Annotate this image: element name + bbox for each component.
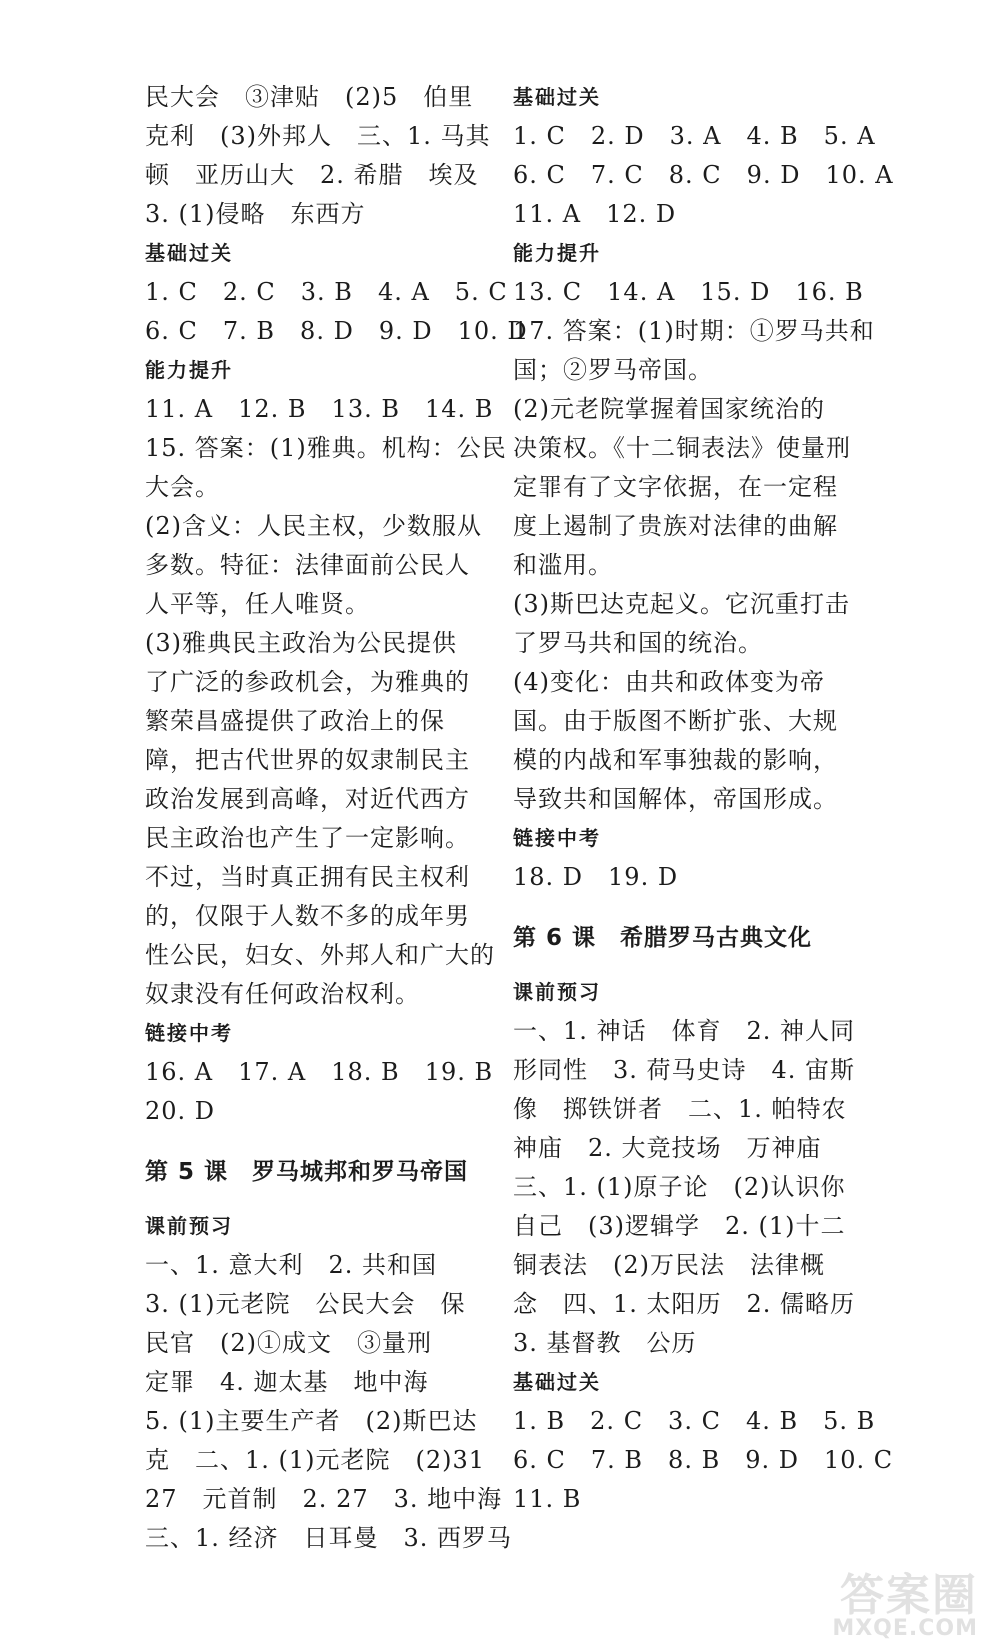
lesson-title: 第 6 课 希腊罗马古典文化 — [513, 925, 813, 951]
text-line: 11. A 12. D — [513, 200, 677, 228]
section-heading: 课前预习 — [145, 1214, 233, 1238]
section-heading: 链接中考 — [145, 1021, 233, 1045]
text-line: 16. A 17. A 18. B 19. B — [145, 1058, 494, 1086]
text-line: (3)雅典民主政治为公民提供 — [145, 629, 457, 657]
text-line: 6. C 7. B 8. B 9. D 10. C — [513, 1446, 894, 1474]
text-line: 3. 基督教 公历 — [513, 1329, 697, 1357]
text-line: 13. C 14. A 15. D 16. B — [513, 278, 864, 306]
text-line: 性公民，妇女、外邦人和广大的 — [145, 941, 495, 969]
text-line: 11. B — [513, 1485, 582, 1513]
section-heading: 基础过关 — [513, 1370, 601, 1394]
text-line: 政治发展到高峰，对近代西方 — [145, 785, 470, 813]
text-line: 三、1. (1)原子论 (2)认识你 — [513, 1173, 846, 1201]
text-line: 一、1. 意大利 2. 共和国 — [145, 1251, 438, 1279]
text-line: 神庙 2. 大竞技场 万神庙 — [513, 1134, 822, 1162]
text-line: 1. B 2. C 3. C 4. B 5. B — [513, 1407, 876, 1435]
text-line: 1. C 2. C 3. B 4. A 5. C — [145, 278, 508, 306]
text-line: 模的内战和军事独裁的影响， — [513, 746, 838, 774]
text-line: 三、1. 经济 日耳曼 3. 西罗马 — [145, 1524, 513, 1552]
text-line: 1. C 2. D 3. A 4. B 5. A — [513, 122, 876, 150]
text-line: 27 元首制 2. 27 3. 地中海 — [145, 1485, 503, 1513]
text-line: 15. 答案：(1)雅典。机构：公民 — [145, 434, 507, 462]
watermark-text-cn: 答案圈 — [840, 1570, 978, 1621]
text-line: 了广泛的参政机会，为雅典的 — [145, 668, 470, 696]
text-line: 形同性 3. 荷马史诗 4. 宙斯 — [513, 1056, 856, 1084]
text-line: 17. 答案：(1)时期：①罗马共和 — [513, 317, 875, 345]
text-line: (2)含义：人民主权，少数服从 — [145, 512, 482, 540]
text-line: 了罗马共和国的统治。 — [513, 629, 763, 657]
text-line: 20. D — [145, 1097, 216, 1125]
text-line: 度上遏制了贵族对法律的曲解 — [513, 512, 838, 540]
lesson-title: 第 5 课 罗马城邦和罗马帝国 — [145, 1159, 469, 1185]
watermark-text-en: MXQE.COM — [832, 1616, 978, 1641]
text-line: 18. D 19. D — [513, 863, 679, 891]
section-heading: 能力提升 — [145, 358, 233, 382]
text-line: 6. C 7. B 8. D 9. D 10. D — [145, 317, 528, 345]
text-line: 决策权。《十二铜表法》使量刑 — [513, 434, 851, 462]
text-line: 念 四、1. 太阳历 2. 儒略历 — [513, 1290, 856, 1318]
text-line: 顿 亚历山大 2. 希腊 埃及 — [145, 161, 479, 189]
text-line: 5. (1)主要生产者 (2)斯巴达 — [145, 1407, 478, 1435]
text-line: (2)元老院掌握着国家统治的 — [513, 395, 825, 423]
text-line: 11. A 12. B 13. B 14. B — [145, 395, 494, 423]
text-line: 国；②罗马帝国。 — [513, 356, 713, 384]
text-line: 铜表法 (2)万民法 法律概 — [513, 1251, 825, 1279]
section-heading: 课前预习 — [513, 980, 601, 1004]
text-line: 奴隶没有任何政治权利。 — [145, 980, 420, 1008]
watermark-logo — [784, 1559, 984, 1643]
text-line: 像 掷铁饼者 二、1. 帕特农 — [513, 1095, 847, 1123]
section-heading: 基础过关 — [145, 241, 233, 265]
text-line: 的，仅限于人数不多的成年男 — [145, 902, 470, 930]
text-line: 和滥用。 — [513, 551, 613, 579]
right-answer-column — [513, 78, 894, 1519]
text-line: 一、1. 神话 体育 2. 神人同 — [513, 1017, 856, 1045]
text-line: 障，把古代世界的奴隶制民主 — [145, 746, 470, 774]
text-line: 3. (1)元老院 公民大会 保 — [145, 1290, 466, 1318]
text-line: (4)变化：由共和政体变为帝 — [513, 668, 825, 696]
section-heading: 能力提升 — [513, 241, 601, 265]
text-line: 定罪 4. 迦太基 地中海 — [145, 1368, 429, 1396]
text-line: (3)斯巴达克起义。它沉重打击 — [513, 590, 850, 618]
text-line: 克利 (3)外邦人 三、1. 马其 — [145, 122, 491, 150]
text-line: 大会。 — [145, 473, 220, 501]
text-line: 6. C 7. C 8. C 9. D 10. A — [513, 161, 894, 189]
text-line: 导致共和国解体，帝国形成。 — [513, 785, 838, 813]
text-line: 3. (1)侵略 东西方 — [145, 200, 366, 228]
text-line: 国。由于版图不断扩张、大规 — [513, 707, 838, 735]
section-heading: 链接中考 — [513, 826, 601, 850]
text-line: 自己 (3)逻辑学 2. (1)十二 — [513, 1212, 846, 1240]
text-line: 繁荣昌盛提供了政治上的保 — [145, 707, 445, 735]
text-line: 民官 (2)①成文 ③量刑 — [145, 1329, 432, 1357]
text-line: 克 二、1. (1)元老院 (2)31 — [145, 1446, 486, 1474]
left-answer-column — [145, 78, 528, 1558]
text-line: 民大会 ③津贴 (2)5 伯里 — [145, 83, 474, 111]
text-line: 定罪有了文字依据，在一定程 — [513, 473, 838, 501]
text-line: 人平等，任人唯贤。 — [145, 590, 370, 618]
text-line: 不过，当时真正拥有民主权利 — [145, 863, 470, 891]
section-heading: 基础过关 — [513, 85, 601, 109]
text-line: 多数。特征：法律面前公民人 — [145, 551, 470, 579]
text-line: 民主政治也产生了一定影响。 — [145, 824, 470, 852]
